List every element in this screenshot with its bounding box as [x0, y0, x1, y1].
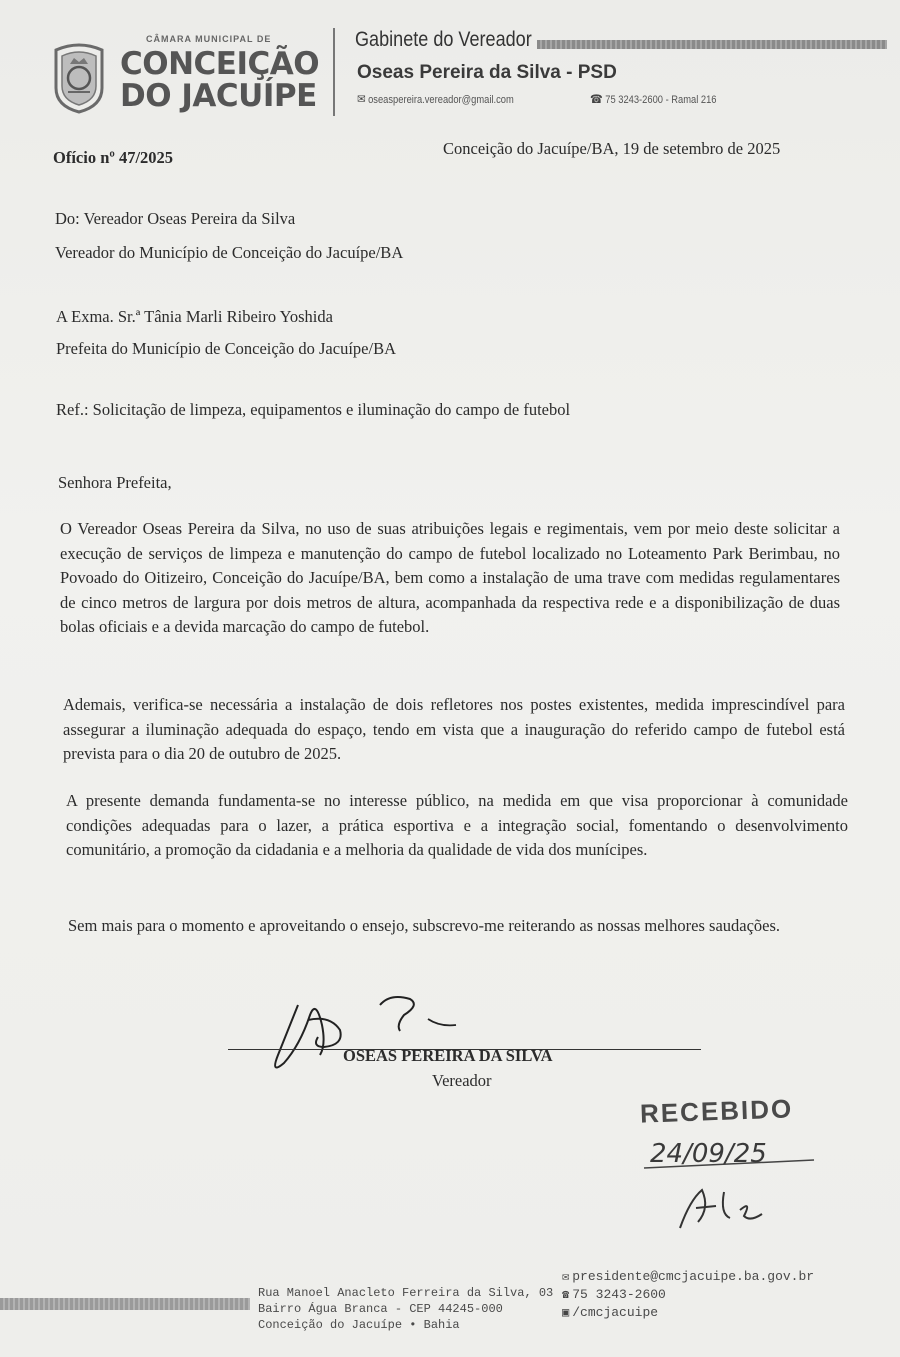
letter-date: Conceição do Jacuípe/BA, 19 de setembro de 2025 [443, 139, 781, 158]
to-line-1: A Exma. Sr.ª Tânia Marli Ribeiro Yoshida [56, 307, 333, 326]
header-phone-text: 75 3243-2600 - Ramal 216 [605, 94, 717, 106]
camara-name: CONCEIÇÃO DO JACUÍPE [120, 46, 320, 114]
handwritten-received-date [640, 1130, 830, 1235]
signer-role: Vereador [432, 1071, 492, 1090]
oficio-number: Ofício nº 47/2025 [53, 148, 174, 167]
footer-address [258, 1285, 553, 1333]
gabinete-title: Gabinete do Vereador [355, 28, 532, 51]
header-email [357, 92, 514, 106]
paragraph-2: Ademais, verifica-se necessária a instalação de dois refletores nos postes existentes, medida imprescindível para assegurar a iluminação adequada do espaço, tendo em vista que a inauguração do referido campo de futebol está prevista para o dia 20 de outubro de 2025. [63, 695, 845, 763]
paragraph-1: O Vereador Oseas Pereira da Silva, no uso de suas atribuições legais e regimentais, vem por meio deste solicitar a execução de serviços de limpeza e manutenção do campo de futebol localizado no Loteamento Park Berimbau, no Povoado do Oitizeiro, Conceição do Jacuípe/BA, bem como a instalação de uma trave com medidas regulamentares de cinco metros de largura por dois metros de altura, acompanhada da respectiva rede e a disponibilização de duas bolas oficiais e a devida marcação do campo de futebol. [60, 519, 840, 636]
paragraph-4: Sem mais para o momento e aproveitando o ensejo, subscrevo-me reiterando as nossas melhores saudações. [68, 916, 781, 935]
footer-email: presidente@cmcjacuipe.ba.gov.br [572, 1269, 815, 1284]
header-email-text: oseaspereira.vereador@gmail.com [368, 94, 514, 106]
social-icon: ▣ [562, 1306, 570, 1320]
crest-icon [50, 40, 108, 114]
paragraph-3: A presente demanda fundamenta-se no interesse público, na medida em que visa proporcionar à comunidade condições adequadas para o lazer, a prática esportiva e a integração social, fomentando o desenvolvimento comunitário, a promoção da cidadania e a melhoria da qualidade de vida dos munícipes. [66, 791, 848, 859]
header-divider [333, 28, 335, 116]
from-line-1: Do: Vereador Oseas Pereira da Silva [55, 209, 296, 228]
from-line-2: Vereador do Município de Conceição do Jacuípe/BA [55, 243, 404, 262]
footer-address-line-3: Conceição do Jacuípe • Bahia [258, 1318, 460, 1332]
vereador-name: Oseas Pereira da Silva - PSD [357, 62, 617, 83]
phone-icon: ☎ [562, 1288, 570, 1302]
footer-phone: 75 3243-2600 [572, 1287, 666, 1302]
phone-icon: ☎ [590, 92, 603, 106]
received-stamp: RECEBIDO [639, 1093, 794, 1129]
email-icon: ✉ [357, 92, 366, 106]
header-decorative-bar [537, 40, 887, 49]
footer-contact [562, 1268, 814, 1322]
footer-decorative-bar [0, 1298, 250, 1310]
header-phone [590, 92, 717, 106]
svg-text:24/09/25: 24/09/25 [650, 1139, 767, 1169]
signer-name: OSEAS PEREIRA DA SILVA [343, 1046, 553, 1065]
footer-address-line-1: Rua Manoel Anacleto Ferreira da Silva, 03 [258, 1286, 554, 1300]
reference-line: Ref.: Solicitação de limpeza, equipamentos e iluminação do campo de futebol [56, 400, 571, 419]
camara-label: CÂMARA MUNICIPAL DE [146, 34, 272, 44]
salutation: Senhora Prefeita, [58, 473, 172, 492]
footer-social: /cmcjacuipe [572, 1305, 659, 1320]
to-line-2: Prefeita do Município de Conceição do Jacuípe/BA [56, 339, 396, 358]
footer-address-line-2: Bairro Água Branca - CEP 44245-000 [258, 1302, 503, 1316]
email-icon: ✉ [562, 1270, 570, 1284]
